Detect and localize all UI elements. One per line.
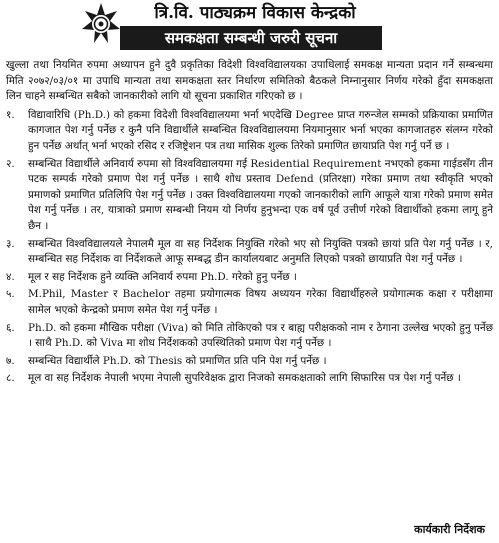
item-text: सम्बन्धित विद्यार्थीले Ph.D. को Thesis को प्रमाणित प्रति पनि पेश गर्नु पर्नेछ ।	[28, 354, 327, 367]
item-number: ३.	[6, 237, 15, 250]
list-item	[6, 270, 493, 286]
university-emblem-icon	[82, 3, 120, 43]
list-item	[6, 157, 493, 235]
item-number: ७.	[6, 354, 15, 367]
item-text: मूल वा सह निर्देशक नेपाली भएमा नेपाली सुपरिवेक्षक द्वारा निजको समकक्षताको लागि सिफारिस पत्र पेश गर्नु पर्नेछ ।	[28, 372, 461, 385]
list-item	[6, 287, 493, 318]
notice-body	[6, 58, 493, 389]
list-item	[6, 371, 493, 387]
item-number: १.	[6, 108, 15, 121]
list-item	[6, 321, 493, 352]
list-item	[6, 354, 493, 370]
item-text: M.Phil, Master र Bachelor तहमा प्रयोगात्मक विषय अध्ययन गरेका विद्यार्थीहरुले प्रयोगात्मक कक्षा र परीक्षामा सामेल भएको केन्द्रको प्रमाण समेत पेश गर्नु पर्नेछ ।	[28, 288, 493, 316]
item-text: Ph.D. को हकमा मौखिक परीक्षा (Viva) को मिति तोकिएको पत्र र बाह्य परीक्षकको नाम र ठेगाना उल्लेख भएको हुनु पर्नेछ । साथै Ph.D. को Viva मा शोध निर्देशकको उपस्थितिको प्रमाण पेश गर्नु पर्नेछ ।	[28, 321, 493, 350]
item-number: ६.	[6, 321, 15, 334]
notice-title-banner: समकक्षता सम्बन्धी जरुरी सूचना	[120, 26, 382, 50]
item-text: मूल र सह निर्देशक हुने व्यक्ति अनिवार्य रुपमा Ph.D. गरेको हुनु पर्नेछ ।	[28, 270, 297, 283]
list-item	[6, 237, 493, 268]
item-number: ५.	[6, 288, 15, 301]
organization-name: त्रि.वि. पाठ्यक्रम विकास केन्द्रको	[154, 3, 356, 23]
item-number: ४.	[6, 270, 15, 283]
item-number: २.	[6, 157, 15, 170]
list-item	[6, 108, 493, 155]
signatory-title: कार्यकारी निर्देशक	[414, 523, 485, 536]
intro-paragraph: खुल्ला तथा नियमित रुपमा अध्यापन हुने दुवै प्रकृतिका विदेशी विश्वविद्यालयका उपाधिलाई समकक्ष मान्यता प्रदान गर्ने सम्बन्धमा मिति २०७२/०३/०१ मा उपाधि मान्यता तथा समकक्षता स्तर निर्धारण समितिको बैठकले निम्नानुसार निर्णय गरेको हुँदा समकक्षता लिन चाहने सम्बन्धित सबैको जानकारीको लागि यो सूचना प्रकाशित गरिएको छ ।	[6, 59, 493, 103]
item-text: विद्यावारिधि (Ph.D.) को हकमा विदेशी विश्वविद्यालयमा भर्ना भएदेखि Degree प्राप्त गरुन्जेल सम्मको प्रक्रियाका प्रमाणित कागजात पेश गर्नु पर्नेछ र कुनै पनि विद्यार्थीले सम्बन्धित विश्वविद्यालयमा नियमानुसार भर्ना भएका कागजातहरु संलग्न गरेको हुन पर्नेछ अर्थात् भर्ना भएको रसिद र रजिष्ट्रेशन पत्र तथा मासिक शुल्क तिरेको प्रमाणित छायाप्रति पेश गर्नु पर्ने छ ।	[28, 108, 493, 152]
item-text: सम्बन्धित विश्वविद्यालयले नेपालमै मूल वा सह निर्देशक नियुक्ति गरेको भए सो नियुक्ति पत्रको छायां प्रति पेश गर्नु पर्नेछ । र, सम्बन्धित सह निर्देशक वा निर्देशकले आफू सम्बद्ध डीन कार्यालयबाट अनुमति लिएको पत्रको छायाप्रति पेश गर्नु पर्नेछ ।	[28, 237, 493, 266]
item-text: सम्बन्धित विद्यार्थीले अनिवार्य रुपमा सो विश्वविद्यालयमा गई Residential Requirement नभएको हकमा गाईडसँग तीन पटक सम्पर्क गरेको प्रमाण पेश गर्नु पर्नेछ । साथै शोध प्रस्ताव Defend (प्रतिरक्षा) गरेका प्रमाण तथा स्वीकृति भएको प्रमाणको प्रमाणित प्रतिलिपि पेश गर्नु पर्नेछ । उक्त विश्वविद्यालयमा गएको जानकारीको लागि आफूले यात्रा गरेको प्रमाण समेत पेश गर्नु पर्नेछ । तर, यात्राको प्रमाण सम्बन्धी नियम यो निर्णय हुनुभन्दा एक वर्ष पूर्व उत्तीर्ण गरेको विद्यार्थीको हकमा लागू हुने छैन ।	[28, 157, 493, 232]
item-number: ८.	[6, 372, 15, 385]
